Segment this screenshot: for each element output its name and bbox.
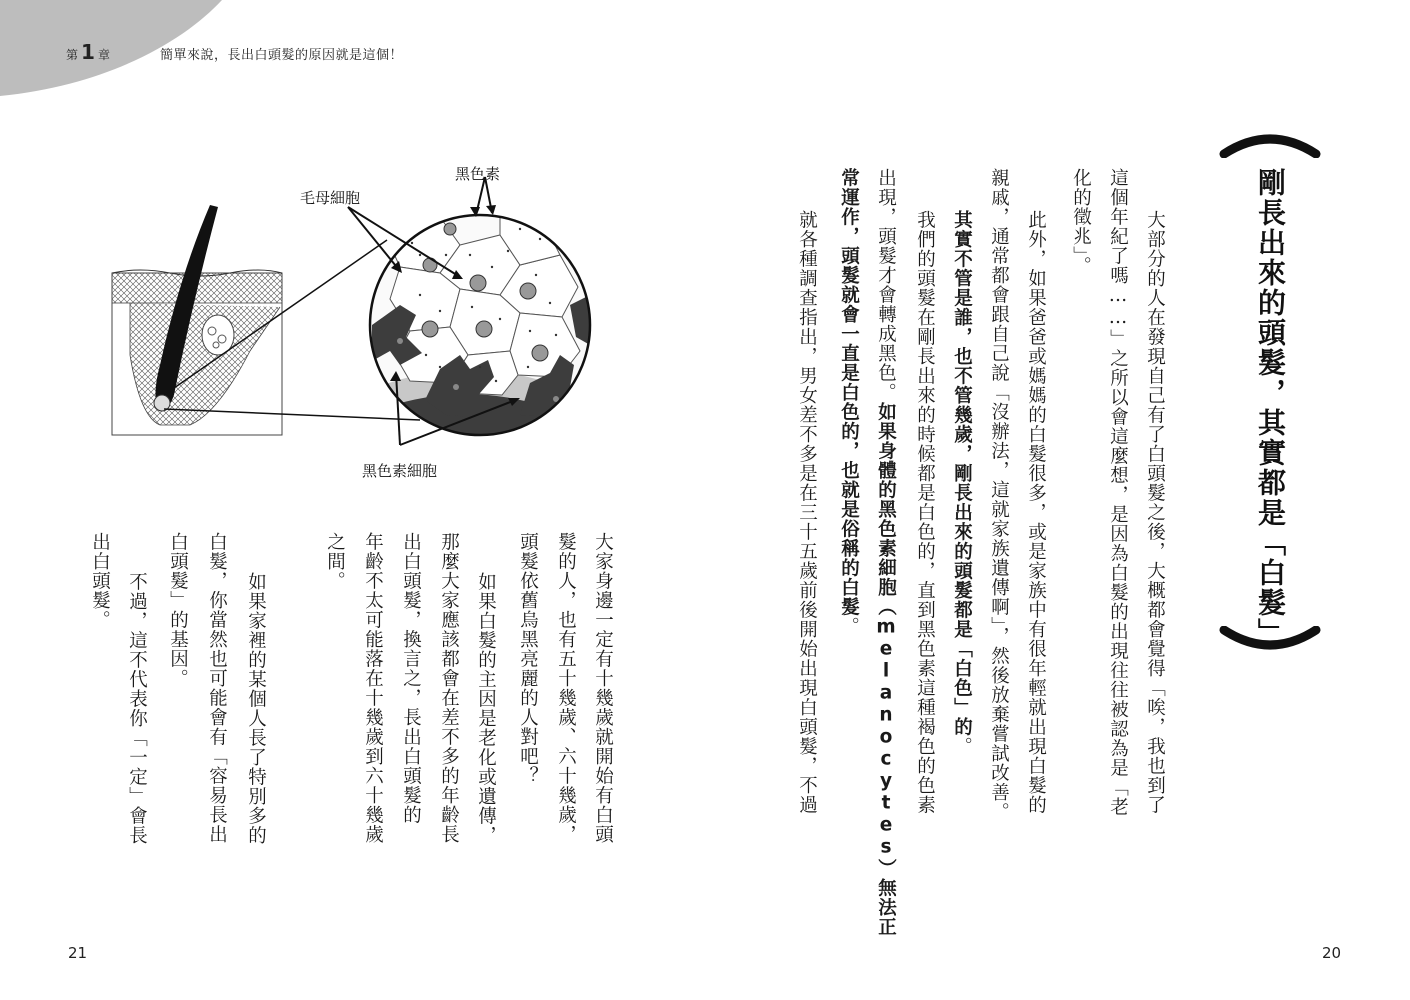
right-text-column (915, 210, 934, 815)
chapter-number: 1 (81, 40, 95, 64)
right-text-column (797, 210, 816, 815)
left-text-column: 頭髮依舊烏黑亮麗的人對吧？ (517, 532, 539, 786)
label-melanin: 黑色素 (455, 165, 501, 183)
body-text: 我們的頭髮在剛長出來的時候都是白色的，直到黑色素這種褐色的色素 (914, 210, 936, 815)
emphasis-text: 如果身體的黑色素細胞（melanocytes）無法正 (875, 402, 897, 937)
hair-follicle-diagram (100, 155, 620, 495)
body-text: 。 (951, 736, 973, 756)
left-text-column: 出白頭髮，換言之，長出白頭髮的 (400, 532, 422, 825)
right-text-column (1026, 210, 1045, 815)
heading-bracket-bottom (1218, 626, 1322, 656)
emphasis-text: 常運作，頭髮就會一直是白色的，也就是俗稱的白髮 (838, 168, 860, 617)
section-heading: 剛長出來的頭髮，其實都是「白髮」 (1254, 168, 1287, 648)
label-hair-matrix-cell: 毛母細胞 (300, 189, 361, 207)
heading-bracket-top (1218, 128, 1322, 158)
follicle-sheath (130, 303, 280, 425)
left-text-column: 之間。 (324, 532, 346, 591)
body-text: 大部分的人在發現自己有了白頭髮之後，大概都會覺得「唉，我也到了 (1144, 210, 1166, 815)
left-text-column: 年齡不太可能落在十幾歲到六十幾歲 (362, 532, 384, 844)
body-text: 化的徵兆」。 (1070, 168, 1092, 276)
running-title: 簡單來說，長出白頭髮的原因就是這個！ (160, 48, 404, 63)
body-text: 。 (838, 616, 860, 636)
chapter-label (66, 40, 110, 64)
body-text: 此外，如果爸爸或媽媽的白髮很多，或是家族中有很年輕就出現白髮的 (1025, 210, 1047, 815)
emphasis-text: 其實不管是誰，也不管幾歲，剛長出來的頭髮都是「白色」的 (951, 210, 973, 737)
chapter-suffix: 章 (97, 48, 110, 62)
left-text-column: 如果白髮的主因是老化或遺傳， (475, 572, 497, 845)
right-text-column (989, 168, 1008, 822)
right-text-column (839, 168, 858, 636)
left-text-column: 髮的人，也有五十幾歲、六十幾歲， (555, 532, 577, 844)
left-text-column: 白頭髮」的基因。 (167, 532, 189, 688)
label-melanocyte: 黑色素細胞 (362, 462, 438, 480)
left-text-column: 出白頭髮。 (89, 532, 111, 630)
left-text-column: 大家身邊一定有十幾歲就開始有白頭 (592, 532, 614, 844)
left-text-column: 如果家裡的某個人長了特別多的 (245, 572, 267, 845)
right-text-column (1145, 210, 1164, 815)
page-number-right: 20 (1322, 944, 1342, 962)
right-text-column (1071, 168, 1090, 276)
right-text-column (1108, 168, 1127, 817)
chapter-prefix: 第 (66, 48, 79, 62)
body-text: 就各種調查指出，男女差不多是在三十五歲前後開始出現白頭髮，不過 (796, 210, 818, 815)
page-number-left: 21 (68, 944, 88, 962)
left-text-column: 不過，這不代表你「一定」會長 (126, 572, 148, 845)
body-text: 這個年紀了嗎……」之所以會這麼想，是因為白髮的出現往往被認為是「老 (1107, 168, 1129, 817)
right-text-column (876, 168, 895, 937)
left-text-column: 那麼大家應該都會在差不多的年齡長 (438, 532, 460, 844)
body-text: 出現，頭髮才會轉成黑色。 (875, 168, 897, 402)
left-text-column: 白髮，你當然也可能會有「容易長出 (206, 532, 228, 844)
body-text: 親戚，通常都會跟自己說「沒辦法，這就家族遺傳啊」，然後放棄嘗試改善。 (988, 168, 1010, 822)
right-text-column (952, 210, 971, 756)
